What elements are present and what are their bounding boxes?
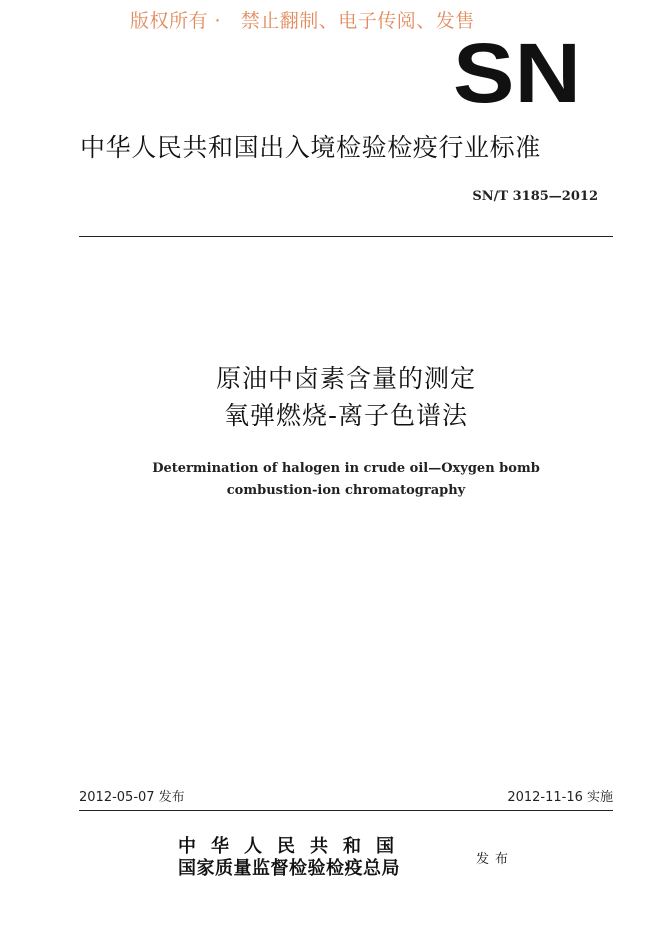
chinese-title-line-1: 原油中卤素含量的测定 [215, 364, 476, 393]
chinese-title [0, 360, 662, 434]
english-title-line-2: combustion-ion chromatography [226, 483, 466, 498]
svg-text:SN: SN [453, 38, 581, 108]
standard-number: SN/T 3185—2012 [472, 189, 598, 204]
chinese-title-line-2: 氧弹燃烧-离子色谱法 [223, 401, 469, 430]
publish-label: 发布 [476, 852, 515, 867]
footer-divider [79, 810, 613, 811]
english-title [0, 458, 662, 502]
issuing-bodies [178, 836, 468, 880]
issuing-authority-header: 中华人民共和国出入境检验检疫行业标准 [80, 133, 541, 162]
english-title-line-1: Determination of halogen in crude oil—Oxygen bomb [152, 461, 540, 476]
issuer-prc: 中华人民共和国 [178, 836, 409, 857]
copyright-watermark: 版权所有 · 禁止翻制、电子传阅、发售 [130, 10, 475, 32]
issuer-aqsiq: 国家质量监督检验检疫总局 [178, 858, 400, 879]
sn-logo [452, 38, 582, 108]
implementation-date: 2012-11-16 实施 [507, 790, 613, 805]
issue-date: 2012-05-07 发布 [79, 790, 185, 805]
sn-logo-graphic [452, 38, 582, 108]
header-divider [79, 236, 613, 237]
